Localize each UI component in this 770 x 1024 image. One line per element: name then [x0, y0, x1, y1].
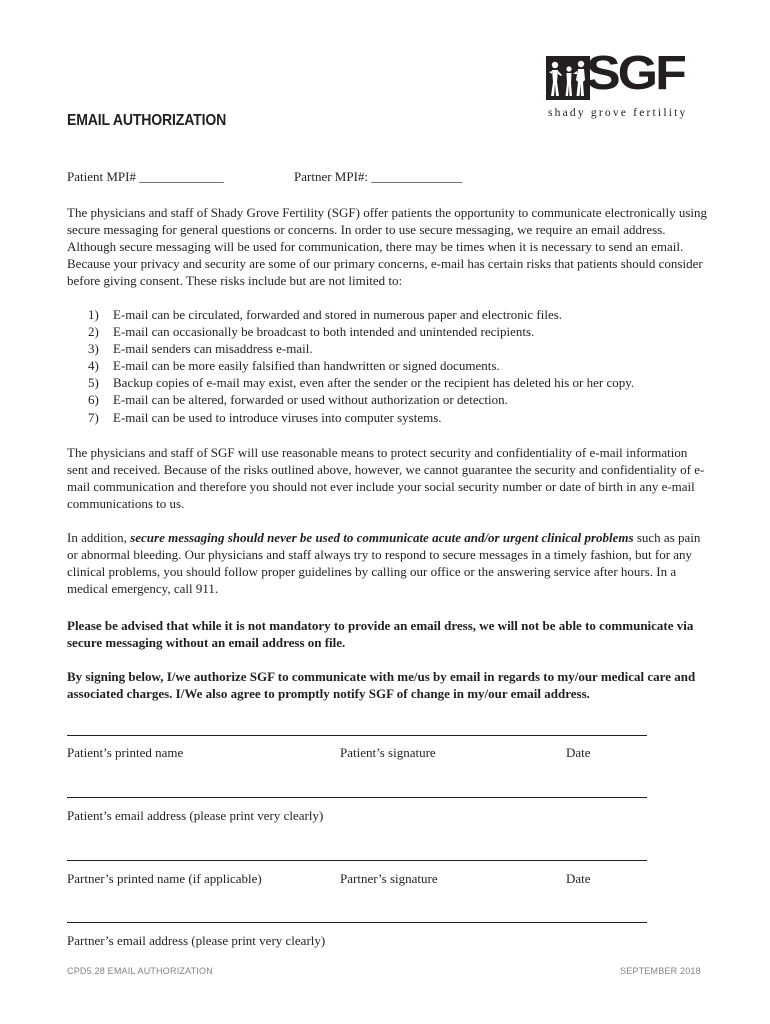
list-item-text: E-mail can be circulated, forwarded and stored in numerous paper and electronic files. — [113, 307, 563, 322]
list-item-text: E-mail can occasionally be broadcast to both intended and unintended recipients. — [113, 324, 535, 340]
list-item-text: E-mail senders can misaddress e-mail. — [113, 341, 313, 357]
list-item-number: 5) — [88, 375, 99, 391]
footer-form-id: CPD5.28 EMAIL AUTHORIZATION — [67, 966, 213, 976]
urgent-rest: such as pain or abnormal bleeding. Our physicians and staff always try to respond to secure messages in a timely fashion, but for any clinical problems, you should follow proper guidelines by calling our office or the answering service after hours. In a medical emergency, call 911. — [67, 530, 701, 596]
consent-paragraph: By signing below, I/we authorize SGF to communicate with me/us by email in regards to my/our medical care and associated charges. I/We also agree to promptly notify SGF of change in my/our email address. — [67, 669, 696, 701]
patient-printed-name-label: Patient’s printed name — [67, 745, 184, 760]
footer-date: SEPTEMBER 2018 — [620, 966, 701, 976]
patient-signature-line[interactable] — [67, 735, 647, 736]
list-item — [67, 409, 634, 426]
sgf-logo — [546, 46, 706, 124]
patient-mpi-field[interactable]: Patient MPI# _____________ — [67, 169, 224, 184]
list-item-number: 2) — [88, 324, 99, 340]
urgent-emphasis: secure messaging should never be used to communicate acute and/or urgent clinical problems — [130, 530, 634, 545]
urgent-paragraph — [67, 529, 707, 597]
patient-email-line[interactable] — [67, 797, 647, 798]
partner-signature-line[interactable] — [67, 860, 647, 861]
list-item — [67, 306, 634, 323]
partner-email-line[interactable] — [67, 922, 647, 923]
partner-date-label: Date — [566, 871, 591, 886]
list-item-number: 6) — [88, 392, 99, 408]
logo-wordmark: SGF — [586, 46, 684, 101]
security-paragraph: The physicians and staff of SGF will use reasonable means to protect security and confidentiality of e-mail information sent and received. Because of the risks outlined above, however, we cannot guarantee the security and confidentiality of e-mail communication and therefore you should not ever include your social security number or date of birth in any e-mail communications to us. — [67, 445, 705, 511]
urgent-intro: In addition, — [67, 530, 131, 545]
patient-email-label: Patient’s email address (please print very clearly) — [67, 808, 324, 823]
partner-mpi-field[interactable]: Partner MPI#: ______________ — [294, 169, 463, 184]
list-item — [67, 374, 634, 391]
list-item — [67, 391, 634, 408]
partner-email-label: Partner’s email address (please print very clearly) — [67, 933, 326, 948]
list-item-number: 1) — [88, 307, 99, 322]
list-item-text: E-mail can be used to introduce viruses into computer systems. — [113, 409, 442, 425]
intro-paragraph: The physicians and staff of Shady Grove Fertility (SGF) offer patients the opportunity to communicate electronically using secure messaging for general questions or concerns. In order to use secure messaging, we require an email address. Although secure messaging will be used for communication, there may be times when it is necessary to send an email. Because your privacy and security are some of our primary concerns, e-mail has certain risks that patients should consider before giving consent. These risks include but are not limited to: — [67, 205, 707, 288]
partner-signature-label: Partner’s signature — [340, 871, 438, 886]
risks-list — [67, 306, 634, 426]
list-item — [67, 340, 634, 357]
logo-tagline: shady grove fertility — [548, 107, 688, 119]
partner-printed-name-label: Partner’s printed name (if applicable) — [67, 871, 262, 886]
list-item-number: 7) — [88, 409, 99, 425]
patient-signature-label: Patient’s signature — [340, 745, 436, 760]
list-item-text: Backup copies of e-mail may exist, even after the sender or the recipient has deleted his or her copy. — [113, 375, 635, 391]
family-figures-icon — [546, 56, 590, 100]
list-item-number: 3) — [88, 341, 99, 357]
list-item-text: E-mail can be altered, forwarded or used without authorization or detection. — [113, 392, 508, 408]
patient-date-label: Date — [566, 745, 591, 760]
list-item — [67, 323, 634, 340]
advisory-paragraph: Please be advised that while it is not mandatory to provide an email dress, we will not be able to communicate via secure messaging without an email address on file. — [67, 618, 694, 650]
list-item-text: E-mail can be more easily falsified than handwritten or signed documents. — [113, 358, 500, 374]
list-item — [67, 357, 634, 374]
list-item-number: 4) — [88, 358, 99, 374]
page-title: EMAIL AUTHORIZATION — [67, 112, 227, 129]
